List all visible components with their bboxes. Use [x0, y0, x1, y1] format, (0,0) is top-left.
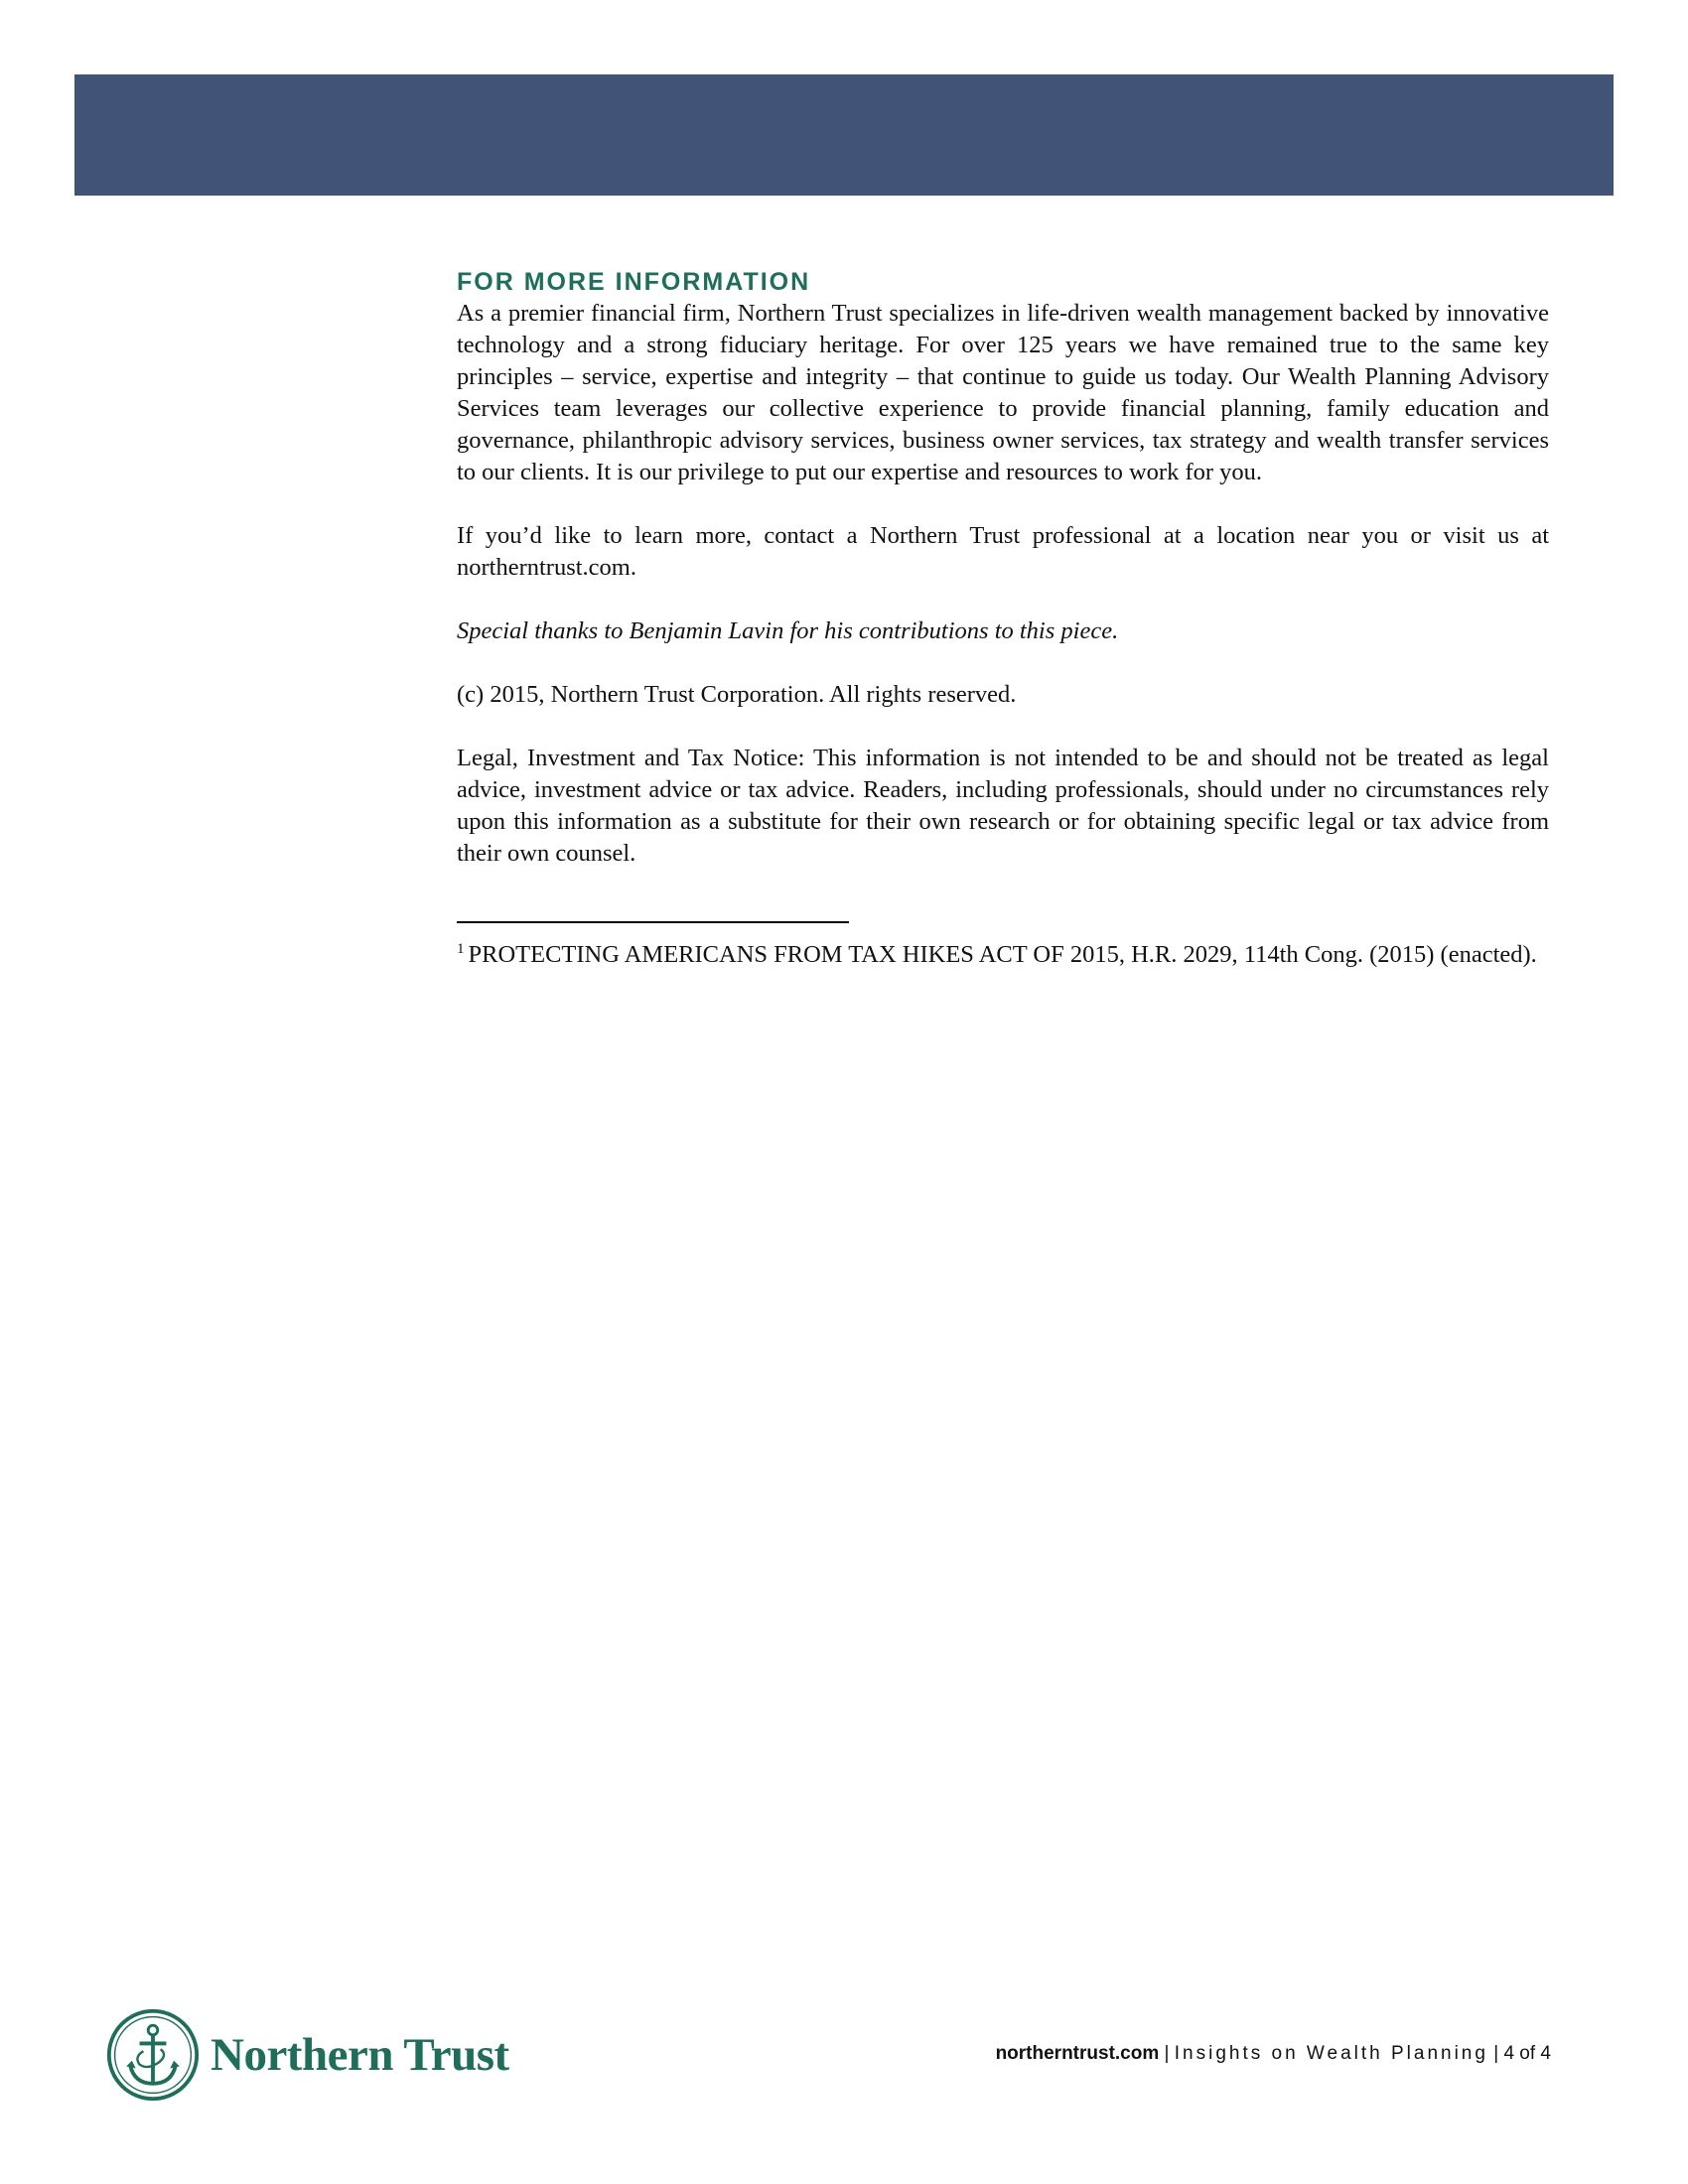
footer-site-link[interactable]: northerntrust.com — [995, 2043, 1160, 2064]
acknowledgement-paragraph: Special thanks to Benjamin Lavin for his contributions to this piece. — [457, 617, 1119, 644]
copyright-paragraph: (c) 2015, Northern Trust Corporation. All rights reserved. — [457, 681, 1017, 708]
footer-separator: | — [1159, 2043, 1175, 2064]
footer-separator-2: | — [1487, 2043, 1504, 2064]
footnote-marker: 1 — [457, 941, 465, 957]
footer-page-number: 4 of 4 — [1503, 2043, 1551, 2064]
footer-publication: Insights on Wealth Planning — [1174, 2043, 1488, 2064]
logo-wordmark: Northern Trust — [211, 2029, 509, 2081]
header-band — [74, 74, 1614, 196]
section-heading: FOR MORE INFORMATION — [457, 268, 811, 296]
northern-trust-logo — [105, 2007, 509, 2103]
footnote-divider — [457, 921, 849, 923]
about-paragraph: As a premier financial firm, Northern Trust specializes in life-driven wealth management backed by innovative technology and a strong fiduciary heritage. For over 125 years we have remained true to the same key principles – service, expertise and integrity – that continue to guide us today. Our Wealth Planning Advisory Services team leverages our collective experience to provide financial planning, family education and governance, philanthropic advisory services, business owner services, tax strategy and wealth transfer services to our clients. It is our privilege to put our expertise and resources to work for you. — [457, 300, 1549, 485]
footnote-text: PROTECTING AMERICANS FROM TAX HIKES ACT OF 2015, H.R. 2029, 114th Cong. (2015) (enacted). — [468, 941, 1537, 968]
page-footer — [996, 2043, 1551, 2065]
footnote — [457, 933, 1549, 971]
anchor-seal-icon — [105, 2007, 201, 2103]
contact-paragraph: If you’d like to learn more, contact a Northern Trust professional at a location near you or visit us at northerntrust.com. — [457, 522, 1549, 581]
legal-notice-paragraph: Legal, Investment and Tax Notice: This information is not intended to be and should not be treated as legal advice, investment advice or tax advice. Readers, including professionals, should under no circumstances rely upon this information as a substitute for their own research or for obtaining specific legal or tax advice from their own counsel. — [457, 745, 1549, 867]
main-content — [457, 266, 1549, 971]
